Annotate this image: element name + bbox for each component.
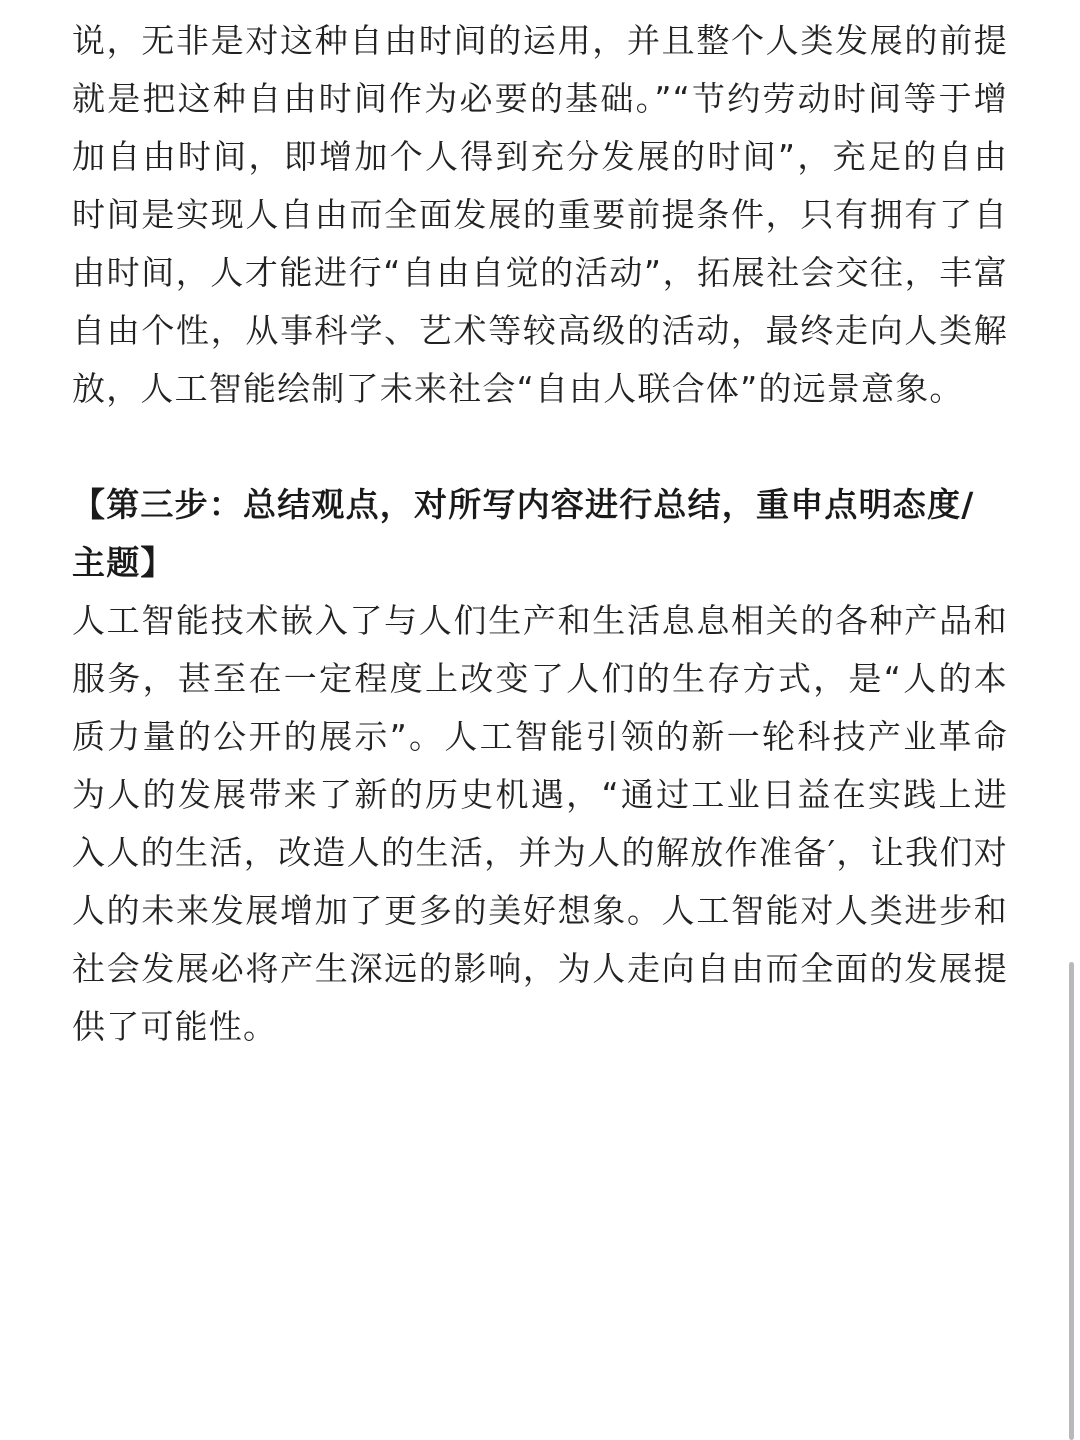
section-heading: 【第三步：总结观点，对所写内容进行总结，重申点明态度/主题】 (72, 485, 975, 582)
article-body (72, 12, 1008, 1056)
paragraph-1: 说，无非是对这种自由时间的运用，并且整个人类发展的前提就是把这种自由时间作为必要的基础。”“节约劳动时间等于增加自由时间，即增加个人得到充分发展的时间”，充足的自由时间是实现人自由而全面发展的重要前提条件，只有拥有了自由时间，人才能进行“自由自觉的活动”，拓展社会交往，丰富自由个性，从事科学、艺术等较高级的活动，最终走向人类解放，人工智能绘制了未来社会“自由人联合体”的远景意象。 (72, 21, 1008, 408)
scrollbar[interactable] (1069, 962, 1074, 1440)
paragraph-2: 人工智能技术嵌入了与人们生产和生活息息相关的各种产品和服务，甚至在一定程度上改变了人们的生存方式，是“人的本质力量的公开的展示”。人工智能引领的新一轮科技产业革命为人的发展带来了新的历史机遇，“通过工业日益在实践上进入人的生活，改造人的生活，并为人的解放作准备′，让我们对人的未来发展增加了更多的美好想象。人工智能对人类进步和社会发展必将产生深远的影响，为人走向自由而全面的发展提供了可能性。 (72, 601, 1008, 1046)
